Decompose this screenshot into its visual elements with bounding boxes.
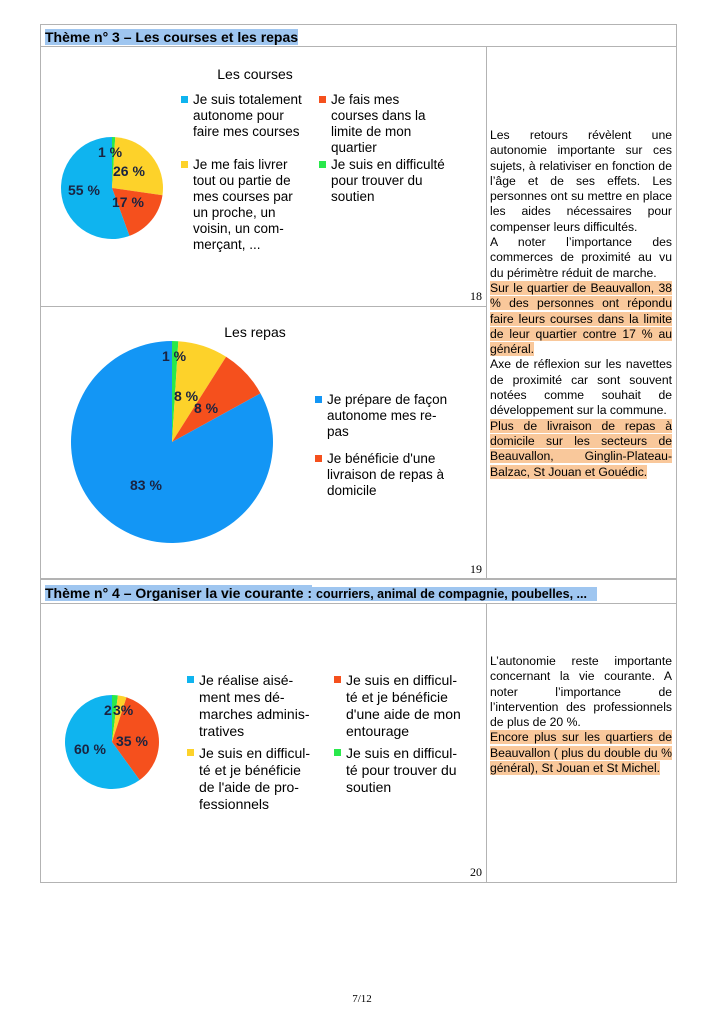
pie-data-label: 2: [104, 702, 112, 718]
legend-label: Je suis en difficulté pour trouver du soutien: [331, 157, 445, 204]
commentary-paragraph-highlight: Plus de livraison de repas à domicile sur les secteurs de Beauvallon, Ginglin-Plateau-Balzac, St Jouan et Gouédic.: [490, 418, 672, 479]
pie-data-label: 1 %: [162, 348, 187, 364]
commentary-paragraph-highlight: Sur le quartier de Beauvallon, 38 % des personnes ont répondu faire leurs courses dans la limite de leur quartier contre 17 % au général.: [490, 280, 672, 357]
courses-chart-title: Les courses: [217, 66, 293, 82]
legend-label: Je suis totalement autonome pour faire mes courses: [193, 92, 302, 139]
pie-data-label: 83 %: [130, 477, 162, 493]
commentary-paragraph: Axe de réflexion sur les navettes de proximité car sont souvent notées comme souhait de développement sur la commune.: [490, 357, 672, 418]
legend-label: Je suis en difficul- té pour trouver du soutien: [346, 745, 458, 795]
vie-legend-item-entourage: [334, 672, 479, 740]
courses-legend-item-livraison: [181, 157, 321, 253]
pie-data-label: 1 %: [98, 144, 123, 160]
theme3-header-divider: [40, 46, 677, 47]
repas-pie-chart: [70, 340, 274, 544]
legend-label: Je suis en difficul- té et je bénéficie de l'aide de pro- fessionnels: [199, 745, 311, 812]
commentary-paragraph-highlight: Encore plus sur les quartiers de Beauvallon ( plus du double du % général), St Jouan et St Michel.: [490, 730, 672, 776]
vie-legend-item-aise: [187, 672, 332, 740]
theme3-title: Thème n° 3 – Les courses et les repas: [45, 29, 299, 45]
slide-number-19: 19: [470, 562, 482, 576]
slide-number-20: 20: [470, 865, 482, 879]
pie-data-label: 60 %: [74, 741, 106, 757]
pie-data-label: 8 %: [174, 388, 199, 404]
legend-label: Je suis en difficul- té et je bénéficie d'une aide de mon entourage: [346, 672, 461, 739]
legend-label: Je bénéficie d'une livraison de repas à domicile: [327, 451, 445, 498]
theme3-commentary: [490, 128, 672, 480]
commentary-paragraph: Les retours révèlent une autonomie importante sur ces sujets, à relativiser en fonction de l’âge et de ses effets. Les personnes ont su mettre en place les aides nécessaires pour compenser leurs difficultés.: [490, 128, 672, 234]
courses-pie-chart: [60, 136, 164, 240]
pie-data-label: 35 %: [116, 733, 148, 749]
theme3-row-divider: [40, 306, 487, 307]
legend-label: Je me fais livrer tout ou partie de mes courses par un proche, un voisin, un com- merçant, ...: [193, 157, 293, 252]
legend-swatch: [187, 749, 194, 756]
courses-legend-item-autonome: [181, 92, 321, 140]
theme4-header-divider: [40, 603, 677, 604]
commentary-paragraph: L’autonomie reste importante concernant la vie courante. A noter l’importance de l’intervention des professionnels de plus de 20 %.: [490, 654, 672, 730]
pie-data-label: 17 %: [112, 194, 144, 210]
theme4-title: Thème n° 4 – Organiser la vie courante : courriers, animal de compagnie, poubelles, ...: [45, 584, 597, 603]
theme4-commentary: [490, 654, 672, 776]
legend-swatch: [319, 96, 326, 103]
legend-label: Je réalise aisé- ment mes dé- marches adminis- tratives: [199, 672, 310, 739]
vie-courante-pie-chart: [64, 694, 160, 790]
legend-swatch: [319, 161, 326, 168]
legend-swatch: [181, 96, 188, 103]
theme3-column-divider: [486, 46, 487, 579]
theme4-column-divider: [486, 603, 487, 883]
page-footer-number: 7/12: [352, 993, 372, 1005]
commentary-paragraph: A noter l’importance des commerces de proximité au vu du périmètre réduit de marche.: [490, 235, 672, 280]
pie-data-label: 8 %: [194, 400, 219, 416]
pie-data-label: 3%: [113, 702, 134, 718]
legend-swatch: [334, 676, 341, 683]
legend-swatch: [187, 676, 194, 683]
repas-legend-item-livraison: [315, 451, 465, 499]
slide-number-18: 18: [470, 289, 482, 303]
legend-label: Je prépare de façon autonome mes re- pas: [327, 392, 448, 439]
vie-legend-item-soutien: [334, 745, 479, 796]
vie-legend-item-professionnels: [187, 745, 332, 813]
pie-data-label: 55 %: [68, 182, 100, 198]
legend-swatch: [181, 161, 188, 168]
legend-label: Je fais mes courses dans la limite de mon quartier: [331, 92, 426, 155]
legend-swatch: [315, 396, 322, 403]
repas-chart-title: Les repas: [224, 324, 286, 340]
repas-legend-item-autonome: [315, 392, 465, 440]
legend-swatch: [334, 749, 341, 756]
courses-legend-item-quartier: [319, 92, 459, 156]
legend-swatch: [315, 455, 322, 462]
courses-legend-item-difficulte: [319, 157, 469, 205]
pie-data-label: 26 %: [113, 163, 145, 179]
